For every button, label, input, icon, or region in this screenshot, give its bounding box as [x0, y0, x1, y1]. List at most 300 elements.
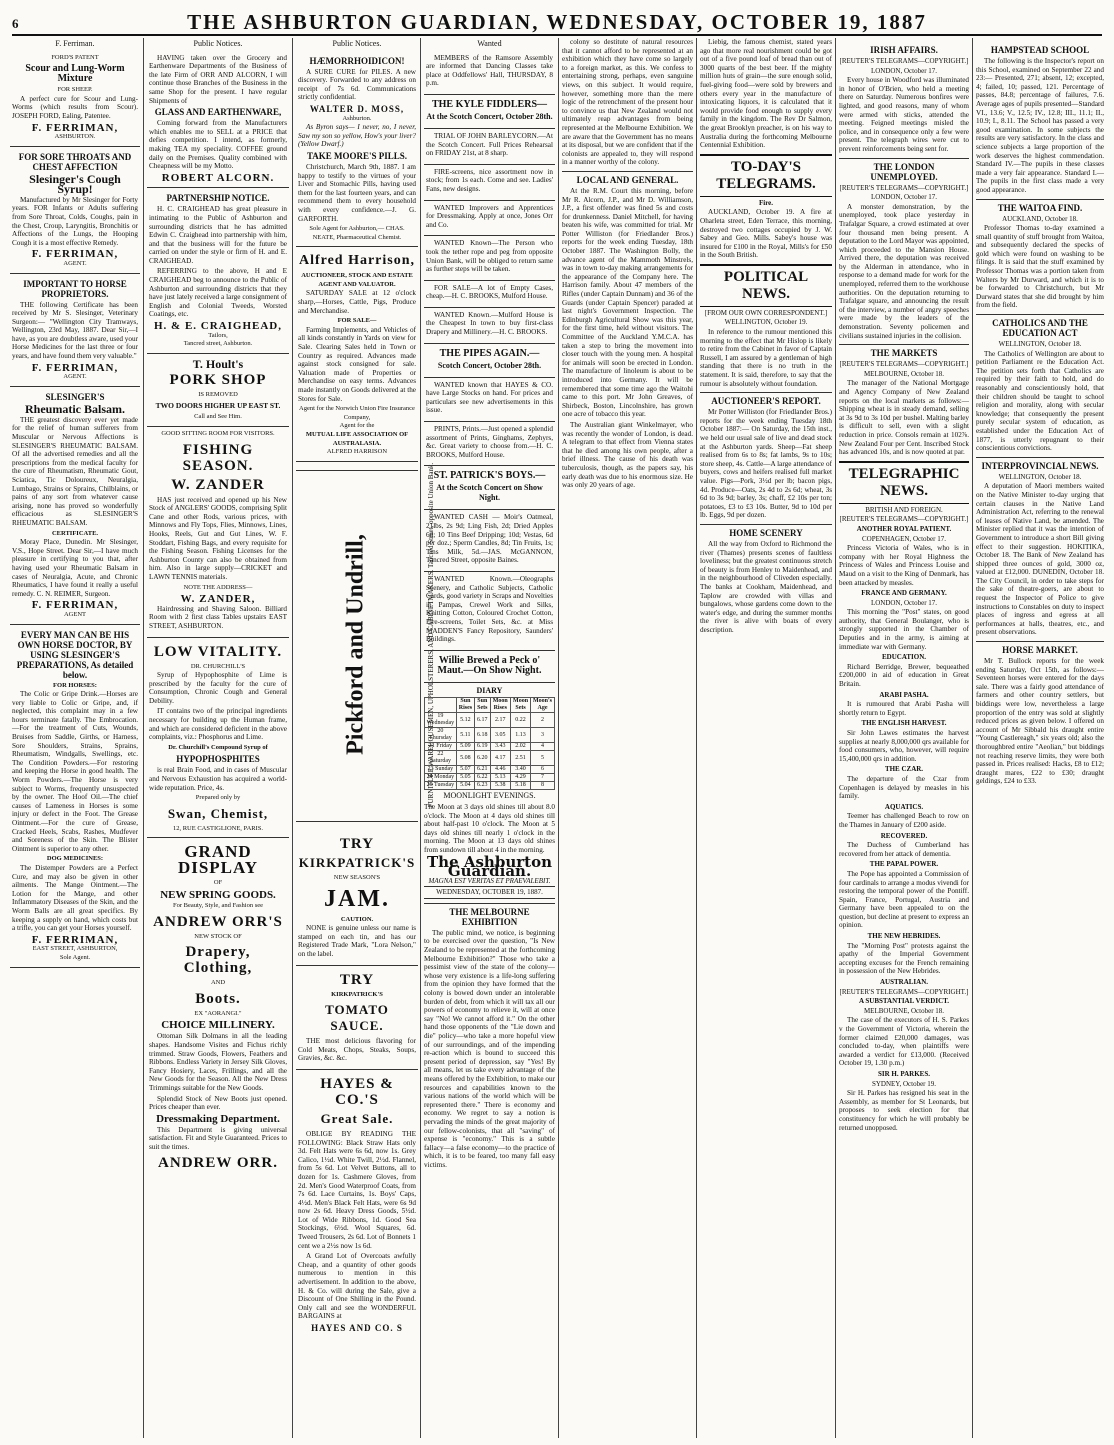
- article-title: EDUCATION.: [881, 653, 926, 662]
- notice-andrew-orr: [147, 838, 289, 1177]
- article-title: ANOTHER ROYAL PATIENT.: [856, 524, 952, 533]
- article-title: THE WAITOA FIND.: [976, 199, 1104, 213]
- ad-scour-mixture: [10, 51, 140, 147]
- notice-ship: EX "AORANGI.": [194, 1009, 242, 1017]
- paper-date: WEDNESDAY, OCTOBER 19, 1887.: [424, 886, 555, 899]
- article-body: [839, 379, 969, 456]
- notice-body: Hairdressing and Shaving Saloon. Billiard Room with 2 first class Tables upstairs EAST STREET, ASHBURTON.: [149, 604, 287, 630]
- notice-body: is real Brain Food, and in cases of Muscular and Nervous Exhaustion has acquired a world-wide reputation. Price, 4s.: [149, 766, 287, 792]
- notice-heading: Boots.: [195, 990, 241, 1007]
- wanted-body: WANTED Improvers and Apprentices for Dressmaking. Apply at once, Jones Orr and Co.: [426, 203, 553, 229]
- diary-cell: 19 Wednesday: [425, 713, 457, 728]
- article-source: [REUTER'S TELEGRAMS—COPYRIGHT.]: [839, 987, 969, 996]
- notice-partnership: [147, 188, 289, 354]
- wanted-body: PRINTS, Prints.—Just opened a splendid assortment of Prints, Ginghams, Zephyrs, &c. Great variety to choose from.—H. C. BROOKS, Mulford House.: [426, 425, 553, 459]
- wanted-body: WANTED Known.—Oleographs Scenery, and Catholic Subjects, Catholic Cards, good variety in Scraps and Novelties in Pampas, Crewel Work and Silks, Knitting Cotton, Coloured Crochet Cotton, Fire-screens, Toilet Sets, &c. at Miss MADDEN'S Fancy Repository, Saunders' Buildings.: [426, 574, 553, 644]
- article-body: [839, 663, 969, 689]
- notice-body: Farming Implements, and Vehicles of all kinds constantly in Yards on view for Sale. Clearing Sales held in Town or Country as required. Advances made against stock consigned for sale. Valuation made of Properties or Merchandise on easy terms. Advances made instantly on Goods delivered at the Stores for Sale.: [298, 325, 416, 403]
- article-title: FRANCE AND GERMANY.: [861, 589, 947, 598]
- section-header: F. Ferriman.: [55, 39, 95, 48]
- wanted-item: [424, 201, 555, 237]
- ad-subtitle: DOG MEDICINES:: [46, 855, 104, 863]
- wanted-item: [424, 165, 555, 201]
- diary-cell: 5: [531, 751, 555, 766]
- diary-cell: 7: [531, 774, 555, 782]
- notice-heading: Drapery, Clothing,: [183, 944, 253, 977]
- notice-heading: HYPOPHOSPHITES: [176, 754, 260, 765]
- wanted-body: Scotch Concert, October 28th.: [437, 360, 542, 370]
- ad-body: The Colic or Gripe Drink.—Horses are very liable to Colic or Gripe, and, if neglected, this complaint may in a few hours terminate fatally. The Embrocation.—For the treatment of Cuts, Wounds, Bruises from Saddle, Girths, or Harness, Sore Shoulders, Strains, Sprains, Rheumatism, Windgalls, Swellings, etc. The Condition Powders.—For restoring and keeping the Horse in good health. The Worm Powders.—The Horse is very subject to Worms, frequently unsuspected by the owner. The Hoof Oil.—The chief causes of Lameness in Horses is some injury or defect in the Foot. The Grease Ointment.—For the cure of Grease, Cracked Heels, Scabs, Rashes, Mudfever and Soreness of the Skin. The Blister Ointment is superior to any other.: [12, 690, 138, 853]
- ad-body: THE following Certificate has been received by Mr S. Slesinger, Veterinary Surgeon:— "Wellington City Tramways, Wellington, 23rd May, 1887. Dear Sir,—I have, as you are doubtless aware, used your Horse Medicines for the last three or four years, and have found them very valuable.": [12, 300, 138, 361]
- moonlight-body: The Moon at 3 days old shines till about 8.0 o'clock. The Moon at 4 days old shines till about half-past 10 o'clock. The Moon at 5 days old shines till nearly 1 o'clock in the morning. The Moon at 13 days old shines from sundown till about 4 in the morning.: [424, 802, 555, 854]
- home-scenery: [700, 540, 832, 635]
- diary-cell: 6.17: [475, 713, 490, 728]
- article-source: [REUTER'S TELEGRAMS—COPYRIGHT.]: [839, 360, 969, 369]
- notice-body: H. C. CRAIGHEAD has great pleasure in intimating to the Public of Ashburton and surrounding districts that he has admitted Edwin C. Craighead into partnership with him, and that the business will for the future be carried on under the style or firm of H. and E. CRAIGHEAD.: [149, 205, 287, 265]
- article-continued: [700, 38, 832, 150]
- article-title: THE MARKETS: [839, 344, 969, 358]
- notice-heading: CHOICE MILLINERY.: [161, 1019, 275, 1032]
- article-source: [REUTER'S TELEGRAMS—COPYRIGHT.]: [839, 515, 969, 524]
- article-body: [839, 700, 969, 717]
- ad-title: IMPORTANT TO HORSE PROPRIETORS.: [23, 278, 127, 299]
- article-paragraph: The public mind, we notice, is beginning to be exercised over the question, "Is New Zealand to be represented at the forthcoming Melbourne Exhibition?" Those who take a pessimist view of the state of the colony—whose very existence is a life-long suffering from the opinion they have formed that the colony is bowed down under an intolerable burden of debt, from which it will tax all our powers of economy to relieve it, will at once say "No! We cannot afford it." On the other hand those opponents of the "Lie down and die" policy—who take a more hopeful view of our surroundings, and of the impending re-action which is bound to succeed this present period of depression, say "Yes! By all means, let us take every advantage of the means offered by the Exhibition, to make our resources and capabilities known to the various nations of the world which will be represented there." There is economy and economy. We regret to say a notion is pervading the minds of the great majority of our fellow-colonists, that all "saving" of expense is "economy." This is a subtle fallacy—a false economy—to the practice of which, it is to be feared, too many fall easy victims.: [424, 928, 555, 1169]
- article-paragraph: The Duchess of Cumberland has recovered from her attack of dementia.: [839, 841, 969, 858]
- article-title: AUSTRALIAN.: [879, 978, 929, 987]
- notice-signature: W. ZANDER,: [180, 593, 256, 606]
- notice-and: AND: [210, 979, 226, 987]
- article-paragraph: The manager of the National Mortgage and Agency Company of New Zealand reports on the local markets as follows:—Shipping wheat is in steady demand, selling at 3s 9d to 3s 10d per bushel. Malting barley is difficult to sell, even with a slight reduction in price. Consols remain at 102⅞. New Zealand Four per Cent. Inscribed Stock has advanced 10s, and is now quoted at par.: [839, 379, 969, 457]
- ad-name: KIRKPATRICK'S: [298, 855, 416, 870]
- article-paragraph: The following is the Inspector's report on this School, examined on September 22 and 23:— Presented, 271; absent, 12; excepted, 4; failed, 10; passed, 121. Percentage of passes, 84.8; percentage of failures, 7.6. Average ages of pupils presented—Standard VI., 13.6; V., 12.5; IV., 12.8; III., 11.1; II., 10.9; I., 8.11. The School has passed a very good examination. In some subjects the results are very satisfactory. In the class and science subjects a large proportion of the work deserves the highest commendation. Standard IV.—The pupils in these classes made a very fair appearance. Standard I.—The pupils in the first class made a very good appearance.: [976, 57, 1104, 194]
- article-paragraph: Mr T. Bullock reports for the week ending Saturday, Oct 15th, as follows:—Seventeen horses were entered for the days sale. There was a fairly good attendance of farmers and other country settlers, but biddings were low, nevertheless a large proportion of the entry was sold at slightly reduced prices as given below. I offered on account of Mr Sibbald his draught entire "Young Castlereagh," six years old; also the thoroughbred entire "Aeolian," but biddings not reaching reserve limits, they were both passed in. Prices realised: Hacks, £8 to £12; draught mares, £22 to £30; draught geldings, £24 to £33.: [976, 657, 1104, 786]
- notice-poem: As Byron says— I never, no, I never, Saw my son so yellow, How's your liver? (Yellow Dwarf.): [298, 123, 416, 149]
- notice-subtitle: NEW STOCK OF: [194, 932, 242, 940]
- newspaper-title: THE ASHBURTON GUARDIAN, WEDNESDAY, OCTOBER 19, 1887: [187, 10, 927, 34]
- ad-cough-syrup: [10, 147, 140, 274]
- article-title: AUCTIONEER'S REPORT.: [700, 392, 832, 406]
- article-paragraph: Liebig, the famous chemist, stated years ago that more real nourishment could be got out of a five pound loaf of bread than out of 3000 quarts of the best beer. If the mighty million huts of grain—the sure enough solid, fuel-giving food—were sold by brewers and others every year in the manufacture of intoxicating liquors, it is calculated that it would provide food enough to supply every family in the kingdom. The Rev Dr Salmon, the great Brooklyn preacher, is on his way to Australia during the forthcoming Melbourne Centennial Exhibition.: [700, 38, 832, 150]
- wanted-item: [424, 466, 555, 510]
- article-date: SYDNEY, October 19.: [871, 1079, 937, 1088]
- article-paragraph: The Catholics of Wellington are about to petition Parliament re the Education Act. The petition sets forth that Catholics are required by their faith to hold, and do reasonably and conscientiously hold, that their children should be taught to school religion and morality, along with secular knowledge; that consequently the present purely secular system of education, as established under the Education Act of 1877, is utterly repugnant to their conscientious convictions.: [976, 349, 1104, 453]
- notice-agent: Agent for the Norwich Union Fire Insurance Company,: [299, 405, 415, 421]
- diary-header-cell: Sun Sets: [475, 698, 490, 713]
- notice-subtitle: For Beauty, Style, and Fashion see: [172, 902, 264, 909]
- article-date: WELLINGTON, October 18.: [998, 472, 1082, 481]
- notice-alcorn: [147, 51, 289, 189]
- column-8: [976, 38, 1104, 1438]
- notice-heading: GLASS AND EARTHENWARE,: [154, 107, 282, 118]
- diary-row: [425, 743, 555, 751]
- notice-signature: ANDREW ORR.: [158, 1154, 278, 1171]
- article-title: INTERPROVINCIAL NEWS.: [976, 457, 1104, 471]
- diary-cell: 21 Friday: [425, 743, 457, 751]
- article-title: THE PAPAL POWER.: [869, 860, 939, 869]
- column-6: [700, 38, 832, 1438]
- article-paragraph: The Australian giant Winkelmayer, who was recently the wonder of London, is dead. A telegram to that effect from Vienna states that he died among his own people, after a brief illness. The cause of his death was tuberculosis, though, as the papers say, his early death was due to his enormous size. He was only 20 years of age.: [562, 420, 693, 490]
- article-title: THE MELBOURNE EXHIBITION: [424, 903, 555, 927]
- notice-body: Syrup of Hypophosphite of Lime is prescribed by the faculty for the cure of Consumption, Chronic Cough and General Debility.: [149, 671, 287, 705]
- diary-cell: 2.51: [511, 751, 531, 766]
- article-paragraph: Richard Berridge, Brewer, bequeathed £200,000 in aid of education in Great Britain.: [839, 662, 969, 689]
- notice-heading: TAKE MOORE'S PILLS.: [306, 150, 408, 161]
- notice-name: W. ZANDER: [171, 476, 265, 493]
- notice-body: Christchurch, March 9th, 1887. I am happy to testify to the virtues of your Liver and Stomachic Pills, having used them for the last fourteen years, and can recommend them to every household with every confidence.—J. G. GARFORTH.: [298, 162, 416, 223]
- wanted-body: At the Scotch Concert, October 28th.: [426, 111, 553, 121]
- ad-heading: Slesinger's Cough Syrup!: [29, 171, 121, 196]
- page-number: 6: [12, 16, 19, 31]
- ad-location: ASHBURTON.: [54, 133, 96, 141]
- notice-name: T. Hoult's: [192, 356, 244, 371]
- article-paragraph: colony so destitute of natural resources that it cannot afford to be represented at an exhibition which they have come so largely to a foreign market, as this. We confess to entertaining strong, perhaps, even sanguine views, on this subject. It would require, however, something more than the mere logic of the retrenchment of the present hour to convince us that New Zealand would not ultimately reap advantages from being represented at the Melbourne Exhibition. We are aware that the Government has no means at its disposal, but we are confident that if the colonists are appealed to, they will respond in a manner worthy of the colony.: [562, 38, 693, 167]
- ad-certificate-title: CERTIFICATE.: [51, 529, 99, 537]
- ad-try: TRY: [339, 971, 375, 988]
- ad-title: EVERY MAN CAN BE HIS OWN HORSE DOCTOR, BY USING SLESINGER'S PREPARATIONS, As detailed below.: [16, 629, 134, 680]
- diary-cell: 24 Monday: [425, 774, 457, 782]
- diary-row: [425, 751, 555, 766]
- column-rule: [292, 38, 293, 1438]
- notice-subtitle: IS REMOVED: [198, 390, 238, 398]
- diary-cell: 6.23: [475, 782, 490, 790]
- ad-kirkpatrick-jam: [296, 830, 418, 966]
- notice-heading: PORK SHOP: [169, 371, 267, 388]
- article-date: MELBOURNE, October 18.: [863, 1006, 945, 1015]
- notice-title: HÆMORRHOIDICON!: [309, 55, 405, 66]
- section-header: Public Notices.: [193, 39, 243, 48]
- notice-agent: Sole Agent for Ashburton,— CHAS. NEATE, Pharmaceutical Chemist.: [309, 225, 405, 241]
- wanted-item: [424, 572, 555, 651]
- article-title: SIR H. PARKES.: [878, 1069, 930, 1078]
- political-date: WELLINGTON, October 19.: [724, 318, 808, 327]
- notice-body: REFERRING to the above, H and E CRAIGHEAD beg to announce to the Public of Ashburton and surrounding districts that they have just lately received a large consignment of English and Colonial Tweeds, Worsted Coatings, etc.: [149, 267, 287, 319]
- diary-cell: 5.18: [511, 782, 531, 790]
- telegrams-heading: TO-DAY'S TELEGRAMS.: [700, 154, 832, 197]
- diary-cell: 6.20: [475, 751, 490, 766]
- diary-cell: 8: [531, 782, 555, 790]
- article-paragraph: AUCKLAND, October 19. A fire at Oharleta street, Eden Terrace, this morning, destroyed two cottages occupied by J. W. Sabey and Geo. Mills. Sabey's house was insured for £100 in the Royal, Mills's for £50 in the South British.: [700, 208, 832, 260]
- paper-imprint: The Ashburton Guardian.: [427, 853, 552, 881]
- wanted-body: FIRE-screens, nice assortment now in stock; from 1s each. Come and see. Ladies' Fans, new designs.: [426, 167, 553, 193]
- notice-role: Tailors,: [208, 331, 228, 339]
- diary-cell: 4.46: [490, 766, 511, 774]
- ad-title: FORD'S PATENT: [51, 53, 99, 61]
- ad-body: Manufactured by Mr Slesinger for Forty years. FOR Infants or Adults suffering from Sore Throat, Colds, Coughs, pain in the Chest, Croup, Laryngitis, Bronchitis or Affections of the Lungs, the Hooping Cough it is a most effective Remedy.: [12, 195, 138, 247]
- article-body: [839, 942, 969, 976]
- article-title: HOME SCENERY: [700, 524, 832, 538]
- column-2: [147, 38, 289, 1438]
- notice-agent: MUTUAL LIFE ASSOCIATION OF AUSTRALASIA.: [305, 430, 409, 447]
- wanted-item: [424, 281, 555, 308]
- notice-body: HAVING taken over the Grocery and Earthenware Departments of the Business of the late Firm of ORR AND ALCORN, I will continue those Branches of the Business in the same Shop for the present. I have regular Shipments of: [149, 53, 287, 105]
- article-date: MELBOURNE, October 18.: [863, 369, 945, 378]
- diary-row: [425, 766, 555, 774]
- article-date: WELLINGTON, October 18.: [998, 340, 1082, 349]
- article-title: HAMPSTEAD SCHOOL: [990, 45, 1090, 55]
- diary-header-cell: Moon Rises: [490, 698, 511, 713]
- wanted-item: [424, 308, 555, 344]
- diary-cell: 4.29: [511, 774, 531, 782]
- wanted-title: ST. PATRICK'S BOYS.—: [433, 470, 546, 482]
- diary-row: [425, 774, 555, 782]
- ad-role: AGENT.: [63, 373, 87, 381]
- diary-row: [425, 728, 555, 743]
- masthead: [12, 6, 1102, 36]
- diary-cell: 6.22: [475, 774, 490, 782]
- diary-cell: 22 Saturday: [425, 751, 457, 766]
- ad-body: The Distemper Powders are a Perfect Cure, and may also be given in other ailments. The Mange Ointment.—The Lotion for the Mange, and other Inflammatory Diseases of the Skin, and the Worm Balls are all great specifics. By keeping a supply on hand, which costs but a trifle, you can get your Horses yourself.: [12, 863, 138, 933]
- column-rule: [143, 38, 144, 1438]
- telegraphic-heading: TELEGRAPHIC NEWS.: [839, 461, 969, 504]
- ad-signature: HAYES AND CO. S: [311, 1323, 403, 1333]
- article-title: THE ENGLISH HARVEST.: [861, 719, 947, 728]
- notice-heading: NEW SPRING GOODS.: [160, 889, 276, 901]
- article-body: [839, 1016, 969, 1068]
- ad-heading: JAM.: [324, 885, 390, 912]
- article-body: [424, 929, 555, 1170]
- diary-header-cell: Moon's Age: [531, 698, 555, 713]
- notice-heading: Dressmaking Department.: [156, 1112, 280, 1125]
- diary-cell: 3.40: [511, 766, 531, 774]
- diary-cell: 0.22: [511, 713, 531, 728]
- ad-name: KIRKPATRICK'S: [331, 990, 383, 998]
- ad-signature: F. FERRIMAN,: [31, 361, 119, 374]
- notice-body: Ottoman Silk Dolmans in all the leading shapes. Handsome Visites and Fichus richly trimmed. Straw Goods, Flowers, Feathers and Ribbons. Endless Variety in Jersey Silk Gloves, Fancy Hosiery, Laces, Frillings, and all the New Goods for the Season. All the New Dress Trimmings suitable for the New Goods.: [149, 1032, 287, 1092]
- article-body: [839, 775, 969, 801]
- article-paragraph: Every house in Woodford was illuminated in honor of O'Brien, who held a meeting there on Saturday. Numerous bonfires were lighted, and good reasons, many of whom were armed with sticks, attended the meeting. Feigned meetings misled the police, and in consequence only a few were present. The telegraph wires were cut to prevent reinforcements being sent for.: [839, 76, 969, 153]
- notice-sale: FOR SALE—: [337, 317, 377, 325]
- article-title: CATHOLICS AND THE EDUCATION ACT: [976, 314, 1104, 338]
- column-rule: [835, 38, 836, 1438]
- notice-body: SATURDAY SALE at 12 o'clock sharp,—Horses, Cattle, Pigs, Produce and Merchandise.: [298, 289, 416, 315]
- diary-cell: 3.43: [490, 743, 511, 751]
- wanted-item: [424, 422, 555, 466]
- notice-heading: FISHING SEASON.: [182, 441, 254, 474]
- wanted-item: [424, 236, 555, 280]
- notice-body: Splendid Stock of New Boots just opened. Prices cheaper than ever.: [149, 1094, 287, 1112]
- wanted-body: MEMBERS of the Ramsore Assembly are informed that Dancing Classes take place at Oddfellows' Hall, THURSDAY, 8 p.m.: [426, 53, 553, 88]
- diary-cell: 5.11: [456, 728, 474, 743]
- ad-heading: TOMATO SAUCE.: [325, 1002, 389, 1034]
- notice-note: Prepared only by: [195, 794, 241, 802]
- column-rule: [972, 38, 973, 1438]
- local-news: [562, 187, 693, 490]
- wanted-body: TRIAL OF JOHN BARLEYCORN.—At the Scotch Concert. Full Prices Rehearsal on FRIDAY 21st, at 8 sharp.: [426, 131, 553, 158]
- ad-role: AGENT: [63, 610, 87, 618]
- notice-body: TWO DOORS HIGHER UP EAST ST.: [155, 401, 281, 411]
- notice-signature: ROBERT ALCORN.: [161, 171, 275, 184]
- paper-motto: MAGNA EST VERITAS ET PRAEVALEBIT.: [428, 876, 551, 885]
- article-body: [976, 657, 1104, 786]
- wanted-body: WANTED known that HAYES & CO. have Large Stocks on hand. For prices and particulars see new advertisements in this issue.: [426, 380, 553, 415]
- notice-title: PARTNERSHIP NOTICE.: [166, 193, 270, 204]
- moonlight-title: MOONLIGHT EVENINGS.: [443, 791, 536, 801]
- article-date: LONDON, October 17.: [870, 66, 938, 75]
- ad-hayes-sale: [296, 1070, 418, 1338]
- ad-signature: F. FERRIMAN,: [31, 248, 119, 261]
- article-title: THE NEW HEBRIDES.: [867, 932, 941, 941]
- diary-cell: 20 Thursday: [425, 728, 457, 743]
- diary-cell: 2: [531, 713, 555, 728]
- article-title: RECOVERED.: [880, 831, 928, 840]
- article-title: HORSE MARKET.: [976, 641, 1104, 655]
- notice-body: Coming forward from the Manufacturers which enables me to SELL at a PRICE that defies competition. I intend, as formerly, making TEA my speciality. COFFEE ground daily on the Premises. Quality combined with Cheapness will be my Motto.: [149, 119, 287, 171]
- notice-body: A SURE CURE for PILES. A new discovery. Forwarded to any address on receipt of 7s 6d. Communications strictly confidential.: [298, 67, 416, 102]
- column-rule: [420, 38, 421, 1438]
- ad-location: EAST STREET, ASHBURTON,: [32, 945, 118, 953]
- notice-fishing: [147, 427, 289, 638]
- notice-signature: Swan, Chemist,: [167, 805, 269, 821]
- article-paragraph: Sir John Lawes estimates the harvest supplies at nearly 8,000,000 qrs available for food consumers, who, however, will require 15,400,000 qrs in addition.: [839, 729, 969, 763]
- article-body: [976, 224, 1104, 310]
- ad-horse-doctor: [10, 625, 140, 968]
- ad-body: NONE is genuine unless our name is stamped on each tin, and has our Registered Trade Mark, "Lora Nelson," on the label.: [298, 924, 416, 958]
- diary-cell: 3: [531, 728, 555, 743]
- diary-cell: 1.13: [511, 728, 531, 743]
- article-body: [976, 350, 1104, 453]
- diary-cell: 5.38: [490, 782, 511, 790]
- diary-row: [425, 713, 555, 728]
- wanted-item: [424, 651, 555, 683]
- ad-subtitle: NEW SEASON'S: [333, 874, 381, 881]
- notice-harrison: [296, 247, 418, 461]
- ad-signature: F. FERRIMAN,: [31, 599, 119, 612]
- diary-cell: 5.05: [456, 774, 474, 782]
- diary-cell: 6.18: [475, 728, 490, 743]
- diary-cell: 6: [531, 766, 555, 774]
- diary-cell: 5.09: [456, 743, 474, 751]
- wanted-body: FOR SALE—A lot of Empty Cases, cheap.—H. C. BROOKS, Mulford House.: [426, 283, 553, 301]
- wanted-title: THE KYLE FIDDLERS—: [431, 98, 548, 110]
- diary-cell: 6.21: [475, 766, 490, 774]
- notice-pork-shop: [147, 354, 289, 427]
- ad-heading: Rheumatic Balsam.: [25, 401, 125, 416]
- article-body: [839, 1089, 969, 1132]
- notice-piles: [296, 51, 418, 248]
- ad-certificate: Moray Place, Dunedin. Mr Slesinger, V.S., Hope Street. Dear Sir,—I have much pleasure in certifying to you that, after having used your Rheumatic Balsam in cases of Neuralgia, Acute, and Chronic Rheumatics, I have found it really a useful remedy. C. N. REIMER, Surgeon.: [12, 538, 138, 598]
- article-body: [839, 812, 969, 829]
- article-body: [976, 482, 1104, 637]
- ad-heading: Scour and Lung-Worm Mixture: [25, 63, 125, 85]
- article-title: AQUATICS.: [884, 802, 924, 811]
- notice-body: This Department is giving universal satisfaction. Fit and Style Guaranteed. Prices to suit the times.: [149, 1125, 287, 1151]
- diary-cell: 6.19: [475, 743, 490, 751]
- wanted-item: [424, 344, 555, 378]
- ad-heading: Great Sale.: [320, 1110, 394, 1126]
- article-title: A SUBSTANTIAL VERDICT.: [858, 997, 950, 1006]
- article-title: ARABI PASHA.: [879, 690, 929, 699]
- political-body: [700, 328, 832, 388]
- section-header: Wanted: [477, 39, 502, 48]
- wanted-body: WANTED Known.—Mulford House is the Cheapest In town to buy first-class Drapery and Millinery.—H. C. BROOKS.: [426, 310, 553, 337]
- article-body: [839, 544, 969, 587]
- article-paragraph: The Pope has appointed a Commission of four cardinals to arrange a modus vivendi for restoring the temporal power of the Pontiff. Spain, France, Portugal, Austria and Germany have been appealed to on the question, but decline at present to express an opinion.: [839, 869, 969, 930]
- article-body: [976, 57, 1104, 195]
- wanted-item: [424, 378, 555, 422]
- article-body: [839, 76, 969, 153]
- article-paragraph: At the R.M. Court this morning, before Mr R. Alcorn, J.P., and Mr D. Williamson, J.P., a first offender was fined 5s and costs for drunkenness. Daniel Mitchell, for having beaten his wife, was committed for trial. Mr Potter Williston (for Friedlander Bros.) reports for the week ending Tuesday, 18th October 1887. The Washington Bolly, the advance agent of the Mammoth Minstrels, was in town to-day making arrangements for the appearance of the Company here. The Harrison family. About 47 members of the Rifles (under Captain Dunnam) and 36 of the Guards (under Captain Spencer) paraded at last night's Government Inspection. The Edinburgh Agricultural Show was this year, for the first time, held without visitors. The Committee of the Auckland Y.M.C.A. has taken a step to bring the movement into closer touch with the young men. A hospital for animals will soon be erected in London. The manufacture of linoleum is about to be introduced into Germany. It will be remembered that some time ago the Waitohi came to this port. Mr John Greaves, of Shirbeck, Boston, Lincolnshire, has grown one acre of tobacco this year.: [562, 186, 693, 419]
- article-subtitle: BRITISH AND FOREIGN.: [865, 505, 943, 514]
- column-rule: [696, 38, 697, 1438]
- article-body: [839, 870, 969, 930]
- wanted-title: Willie Brewed a Peck o' Maut.—On Show Night.: [437, 654, 542, 676]
- notice-body: IT contains two of the principal ingredients necessary for building up the Human frame, and which are considered deficient in the above complaints, viz.: Phosphorus and Lime.: [149, 707, 287, 742]
- notice-body: Call and See Him.: [194, 413, 242, 421]
- ad-signature: F. FERRIMAN,: [31, 121, 119, 134]
- ad-role: Sole Agent.: [59, 953, 91, 961]
- ad-name: Pickford and Undrill,: [342, 534, 369, 755]
- diary-header-cell: [425, 698, 457, 713]
- article-paragraph: A deputation of Maori members waited on the Native Minister to-day urging that certain clauses in the Native Land Administration Act, referring to the renewal of leases of Native Land, be amended. The Minister replied that it was the intention of Government to introduce a short Bill giving effect to their suggestion. HOKITIKA, October 18. The Bank of New Zealand has shipped three ounces of gold, 3000 oz, valued at £12,000. DUNEDIN, October 18. The City Council, in order to take steps for the sake of theatre-goers, are about to request the Inspector of Police to give instructions to Constables on duty to inspect places of ingress and egress at all performances at halls, theatres, etc., and present observations.: [976, 482, 1104, 637]
- notice-signature: ALFRED HARRISON: [326, 448, 388, 456]
- article-paragraph: It is rumoured that Arabi Pasha will shortly return to Egypt.: [839, 700, 969, 717]
- diary-cell: 5.13: [490, 774, 511, 782]
- wanted-title: THE PIPES AGAIN.—: [439, 347, 540, 359]
- notice-heading: LOW VITALITY.: [153, 643, 283, 660]
- column-7: [839, 38, 969, 1438]
- column-3-lower: [296, 830, 418, 1430]
- article-title: LOCAL AND GENERAL.: [562, 171, 693, 185]
- notice-note: NOTE THE ADDRESS—: [183, 583, 253, 591]
- diary-table: [424, 697, 555, 790]
- wanted-body: WANTED Known—The Person who took the tether rope and peg from opposite Union Bank, will be obliged to return same as further steps will be taken.: [426, 239, 553, 274]
- ad-body: THE most delicious flavoring for Cold Meats, Chops, Steaks, Soups, Gravies, &c. &c.: [298, 1037, 416, 1063]
- auctioneer-report: [700, 408, 832, 520]
- article-body: [839, 608, 969, 651]
- diary-cell: 5.12: [456, 713, 474, 728]
- article-date: LONDON, October 17.: [870, 193, 938, 202]
- article-paragraph: All the way from Oxford to Richmond the river (Thames) presents scenes of faultless loveliness; but the greatest continuous stretch of beauty is from Henley to Maidenhead, and in the neighbourhood of Cliveden especially. The banks at Cookham, Maidenhead, and Taplow are crowded with villas and bungalows, whose gardens come down to the water's edge, and during the summer months the river is alive with boats of every description.: [700, 539, 832, 634]
- ad-signature: F. FERRIMAN,: [31, 933, 119, 946]
- article-paragraph: Princess Victoria of Wales, who is in company with her Royal Highness the Princess of Wales and Princess Louise and Maud on a visit to the King of Denmark, has been attacked by measles.: [839, 544, 969, 587]
- article-paragraph: The departure of the Czar from Copenhagen is delayed by measles in his family.: [839, 774, 969, 801]
- notice-signature: WALTER D. MOSS,: [309, 103, 405, 114]
- diary-cell: 5.07: [456, 766, 474, 774]
- notice-heading: GRAND DISPLAY: [177, 842, 259, 878]
- political-heading: POLITICAL NEWS.: [700, 264, 832, 307]
- article-body: [839, 841, 969, 858]
- diary-cell: 4: [531, 743, 555, 751]
- ad-horse-proprietors: [10, 274, 140, 387]
- article-paragraph: Teemer has challenged Beach to row on the Thames in January of £200 aside.: [839, 812, 969, 829]
- diary-cell: 4.17: [490, 751, 511, 766]
- article-date: COPENHAGEN, October 17.: [862, 534, 946, 543]
- ad-body: A perfect cure for Scour and Lung-Worms (which results from Scour). JOSEPH FORD, Ealing, Patentee.: [12, 94, 138, 120]
- article-paragraph: In reference to the rumour mentioned this morning to the effect that Mr Hislop is likely to retire from the Cabinet in favor of Captain Russell, I am assured by a gentleman of high standing that there is no truth in the statement. It is said, therefore, to say that the rumour is absolutely without foundation.: [700, 328, 832, 388]
- article-title: THE LONDON UNEMPLOYED.: [839, 158, 969, 182]
- ad-try: TRY: [339, 836, 375, 852]
- diary-header-cell: Sun Rises: [456, 698, 474, 713]
- diary-cell: 2.17: [490, 713, 511, 728]
- diary-row: [425, 782, 555, 790]
- article-body: [839, 203, 969, 341]
- article-paragraph: Mr Potter Williston (for Friedlander Bros.) reports for the week ending Tuesday 18th October 1887:— On Saturday, the 15th inst., we held our usual sale of live and dead stock at the Ashburton yards. Sheep—Fat sheep realised from 6s to 8s; fat lambs, 9s to 10s; store sheep, 4s. Cattle—A large attendance of buyers, cows and heifers realised full market value. Pigs—Pork, 3½d per lb; bacon pigs, 4d. Produce—Oats, 2s 4d to 2s 6d; wheat, 3s 6d to 3s 9d; barley, 3s; chaff, £2 10s per ton; potatoes, £3 to £3 10s. Butter, 9d to 10d per lb. Eggs, 9d per dozen.: [700, 408, 832, 520]
- ad-body: A Grand Lot of Overcoats awfully Cheap, and a quantity of other goods numerous to mention in this advertisement. In addition to the above, H. & Co. will during the Sale, give a Discount of One Shilling in the Pound. Only call and see the WONDERFUL BARGAINS at: [298, 1252, 416, 1321]
- ad-pickford-undrill: [296, 462, 435, 822]
- telegram-subtitle: Fire.: [758, 198, 774, 207]
- notice-location: Ashburton.: [342, 114, 372, 122]
- notice-low-vitality: [147, 638, 289, 839]
- article-date: AUCKLAND, October 18.: [1002, 214, 1078, 223]
- article-source: [REUTER'S TELEGRAMS—COPYRIGHT.]: [839, 57, 969, 65]
- notice-body: HAS just received and opened up his New Stock of ANGLERS' GOODS, comprising Split Cane and other Rods, various prices, with Minnows and Fly Tops, Flies, Minnows, Lines, Hooks, Reels, Gut and Gut Lines, W. F. Stoddart, Fishing Bags, and every requisite for the Fishing Season. Fishing Licenses for the Ashburton County can also be obtained from him. Also in large supply—CRICKET and LAWN TENNIS materials.: [149, 495, 287, 581]
- telegram-body: [700, 208, 832, 260]
- diary-header-cell: Moon Sets: [511, 698, 531, 713]
- article-source: [REUTER'S TELEGRAMS—COPYRIGHT.]: [839, 183, 969, 192]
- column-5: [562, 38, 693, 1438]
- wanted-item: [424, 51, 555, 95]
- column-1: [10, 38, 140, 1438]
